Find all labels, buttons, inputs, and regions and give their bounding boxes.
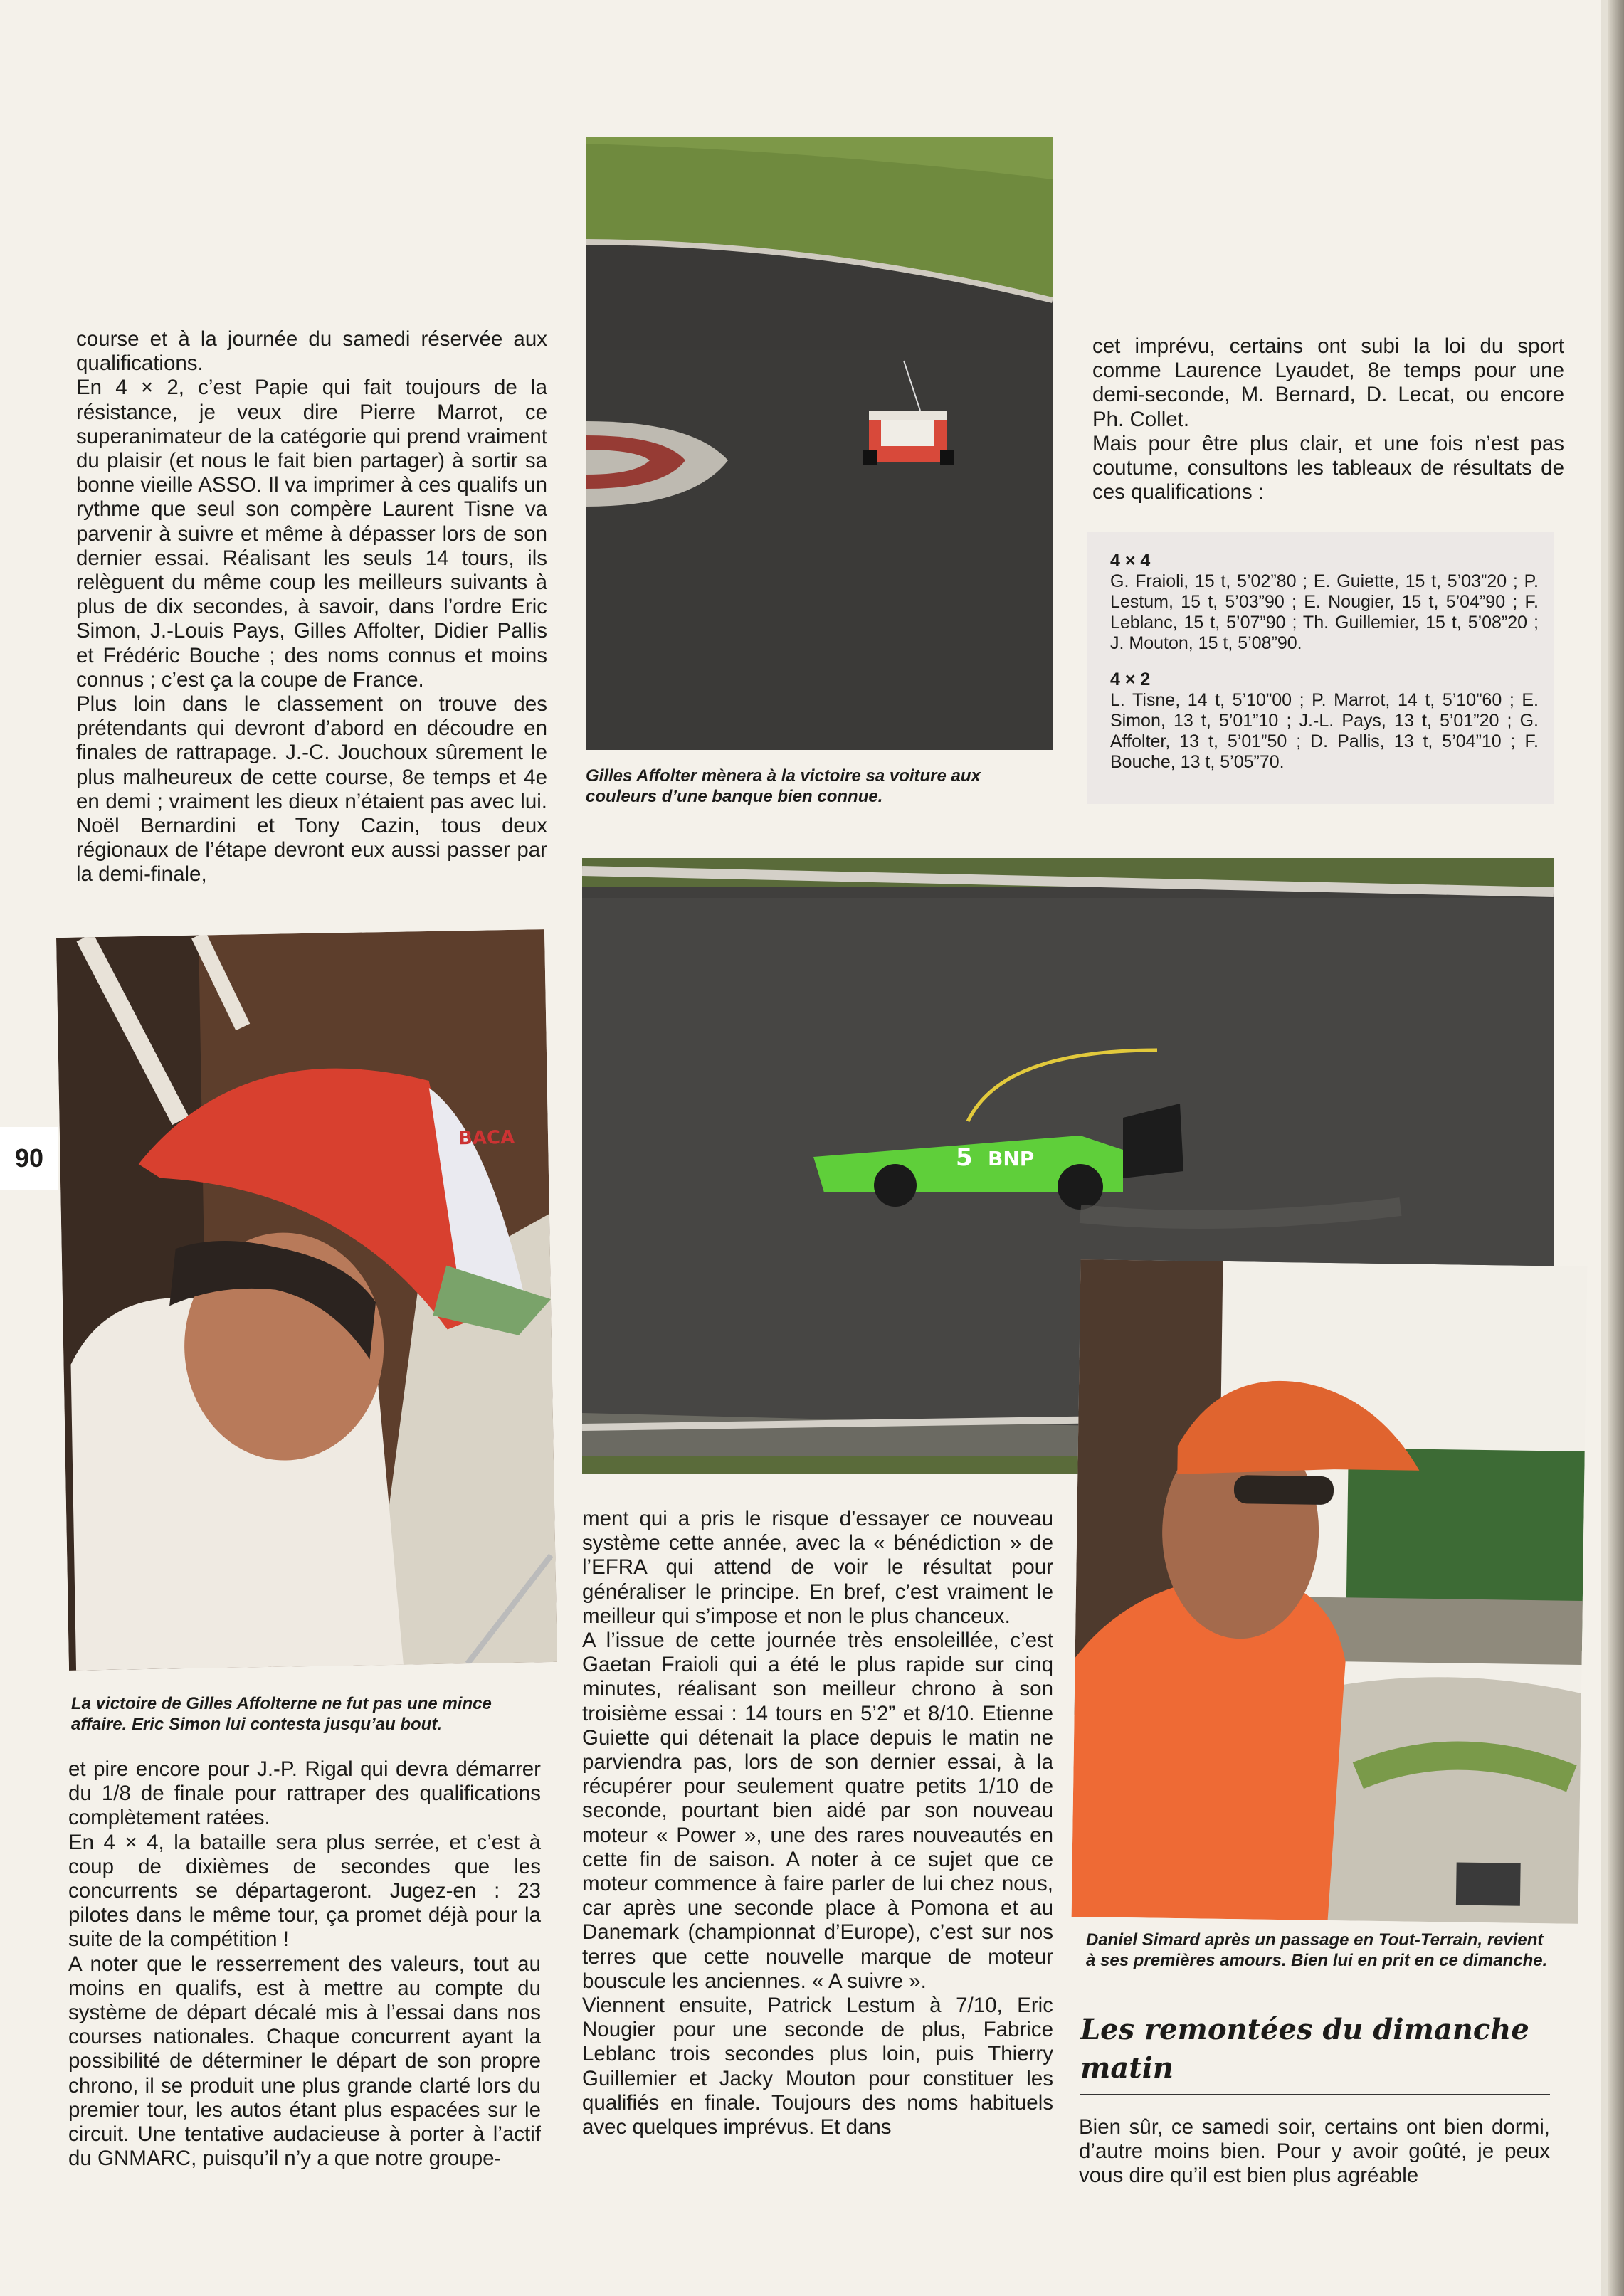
cap-logo-text: BACA [458, 1126, 515, 1150]
paragraph: cet imprévu, certains ont subi la loi du sport comme Laurence Lyaudet, 8e temps pour une demi-seconde, M. Bernard, D. Lecat, ou encore Ph. Collet. [1092, 334, 1564, 431]
column-right-top [1092, 334, 1564, 504]
paragraph: A noter que le resserrement des valeurs, tout au moins en qualifs, est à mettre au compte du système de départ décalé mis à l’essai dans nos courses nationales. Chaque concurrent ayant la possibilité de déterminer le départ de son propre chrono, il se produit une plus grande clarté lors du premier tour, les autos étant plus espacées sur le circuit. Une tentative audacieuse à porter à l’actif du GNMARC, puisqu’il n’y a que notre groupe- [68, 1952, 541, 2171]
column-left-bottom [68, 1757, 541, 2171]
page-number: 90 [0, 1127, 58, 1190]
results-table [1087, 532, 1554, 804]
column-middle-bottom [582, 1507, 1053, 2139]
caption-top-photo: Gilles Affolter mènera à la victoire sa voiture aux couleurs d’une banque bien connue. [586, 766, 981, 806]
column-right-bottom [1079, 2115, 1550, 2189]
caption-left-photo: La victoire de Gilles Affolterne ne fut pas une mince affaire. Eric Simon lui contesta jusqu’au bout. [71, 1694, 492, 1734]
car-number: 5 [956, 1143, 973, 1172]
paragraph: A l’issue de cette journée très ensoleillée, c’est Gaetan Fraioli qui a été le plus rapide sur cinq minutes, réalisant son meilleur chrono à son troisième essai : 14 tours en 5’2” et 8/10. Etienne Guiette qui détenait la place depuis le matin ne parviendra pas, lors de son dernier essai, à la récupérer pour seulement quatre petits 1/10 de seconde, pourtant bien aidé par son nouveau moteur « Power », une des rares nouveautés en cette fin de saison. A noter à ce sujet que ce moteur commence à faire parler de lui chez nous, car après une seconde place à Pomona et au Danemark (championnat d’Europe), c’est sur nos terres que cette nouvelle marque de moteur bouscule les anciennes. « A suivre ». [582, 1629, 1053, 1993]
results-category-text: L. Tisne, 14 t, 5’10”00 ; P. Marrot, 14 t, 5’10”60 ; E. Simon, 13 t, 5’01”10 ; J.-L. Pays, 13 t, 5’01”20 ; G. Affolter, 13 t, 5’01”50 ; D. Pallis, 13 t, 5’04”10 ; F. Bouche, 13 t, 5’05”70. [1110, 690, 1539, 772]
car-sponsor-text: BNP [988, 1147, 1035, 1170]
page-binding-edge [1608, 0, 1624, 2296]
paragraph: En 4 × 2, c’est Papie qui fait toujours de la résistance, je veux dire Pierre Marrot, ce superanimateur de la catégorie qui prend vraiment du plaisir (et nous le fait bien partager) à sortir sa bonne vieille ASSO. Il va imprimer à ces qualifs un rythme que seul son compère Laurent Tisne va parvenir à suivre et même à dépasser lors de son dernier essai. Réalisant les seuls 14 tours, ils relèguent du même coup les meilleurs suivants à plus de dix secondes, à savoir, dans l’ordre Eric Simon, J.-Louis Pays, Gilles Affolter, Didier Pallis et Frédéric Bouche ; des noms connus et moins connus ; c’est ça la coupe de France. [76, 376, 547, 692]
column-left-top [76, 327, 547, 887]
paragraph: Viennent ensuite, Patrick Lestum à 7/10, Eric Nougier pour une seconde de plus, Fabrice Leblanc trois secondes plus loin, puis Thierry Guillemier et Jacky Mouton pour constituer les qualifiés en finale. Toujours des noms habituels avec quelques imprévus. Et dans [582, 1994, 1053, 2139]
paragraph: En 4 × 4, la bataille sera plus serrée, et c’est à coup de dixièmes de secondes que les concurrents se départageront. Jugez-en : 23 pilotes dans le même tour, ça promet déjà pour la suite de la compétition ! [68, 1830, 541, 1952]
photo-car-track-top [586, 137, 1053, 750]
paragraph: Plus loin dans le classement on trouve des prétendants qui devront d’abord en découdre en finales de rattrapage. J.-C. Jouchoux sûrement le plus malheureux de cette course, 8e temps et 4e en demi ; vraiment les dieux n’étaient pas avec lui. Noël Bernardini et Tony Cazin, tous deux régionaux de l’étape devront eux aussi passer par la demi-finale, [76, 692, 547, 887]
heading-rule [1080, 2094, 1550, 2095]
photo-driver-red-cap [56, 929, 557, 1671]
caption-right-photo: Daniel Simard après un passage en Tout-Terrain, revient à ses premières amours. Bien lui en prit en ce dimanche. [1086, 1930, 1548, 1970]
paragraph: et pire encore pour J.-P. Rigal qui devra démarrer du 1/8 de finale pour rattraper des qualifications complètement ratées. [68, 1757, 541, 1830]
results-category-title: 4 × 4 [1110, 551, 1151, 571]
paragraph: ment qui a pris le risque d’essayer ce nouveau système cette année, avec la « bénédiction » de l’EFRA qui attend de voir le résultat pour généraliser le principe. En bref, c’est vraiment le meilleur qui s’impose et non le plus chanceux. [582, 1507, 1053, 1628]
section-heading: Les remontées du dimanche matin [1080, 2013, 1529, 2085]
paragraph: course et à la journée du samedi réservée aux qualifications. [76, 327, 547, 376]
results-category-text: G. Fraioli, 15 t, 5’02”80 ; E. Guiette, 15 t, 5’03”20 ; P. Lestum, 15 t, 5’03”90 ; E. Nougier, 15 t, 5’04”90 ; F. Leblanc, 15 t, 5’07”90 ; Th. Guillemier, 15 t, 5’08”20 ; J. Mouton, 15 t, 5’08”90. [1110, 571, 1539, 653]
paragraph: Bien sûr, ce samedi soir, certains ont bien dormi, d’autre moins bien. Pour y avoir goûté, je peux vous dire qu’il est bien plus agréable [1079, 2115, 1550, 2188]
page-margin [1601, 0, 1608, 2296]
photo-driver-sunglasses [1072, 1259, 1588, 1924]
results-category-title: 4 × 2 [1110, 670, 1151, 689]
paragraph: Mais pour être plus clair, et une fois n’est pas coutume, consultons les tableaux de résultats de ces qualifications : [1092, 431, 1564, 504]
